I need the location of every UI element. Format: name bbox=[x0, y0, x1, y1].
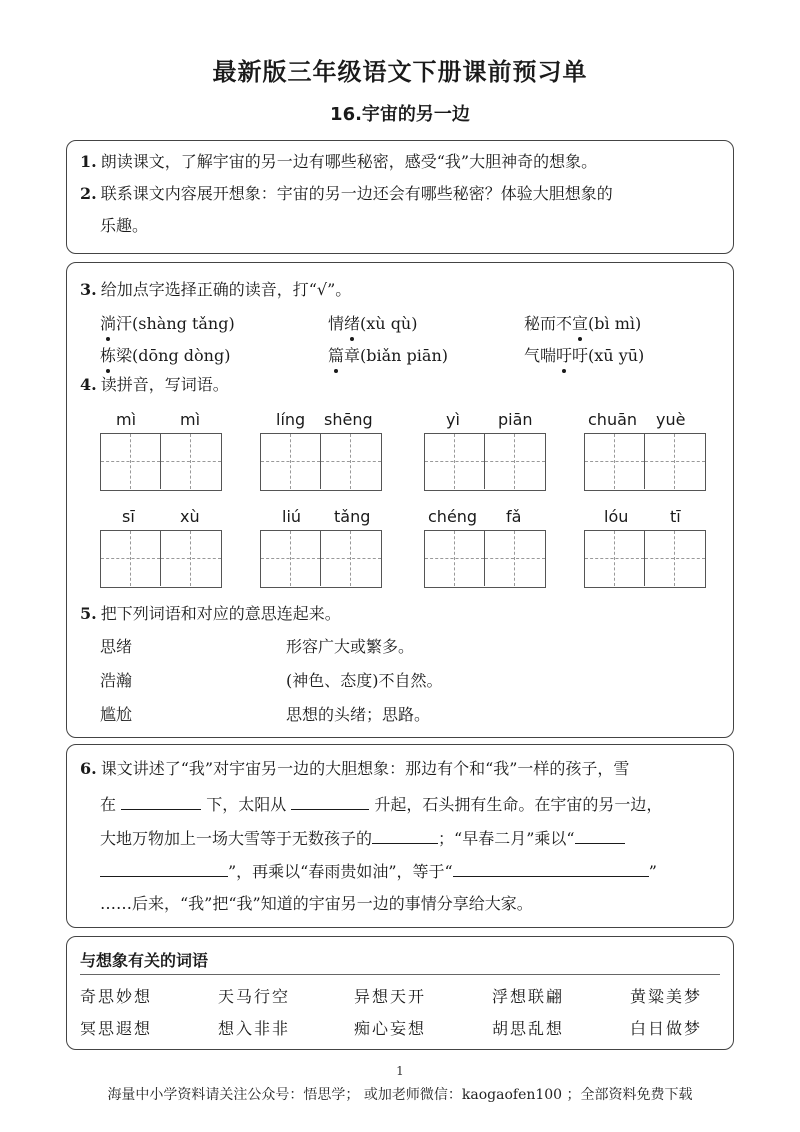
match-word[interactable]: 尴尬 bbox=[100, 705, 133, 724]
q6-line2: 在 下，太阳从 升起，石头拥有生命。在宇宙的另一边， bbox=[100, 795, 663, 814]
writing-grid[interactable] bbox=[584, 433, 706, 491]
pinyin: chuān bbox=[588, 410, 638, 429]
question-6 bbox=[80, 759, 629, 779]
idiom: 天马行空 bbox=[218, 987, 291, 1006]
fill-blank[interactable] bbox=[291, 793, 369, 810]
question-2 bbox=[80, 184, 613, 204]
q5-text: 把下列词语和对应的意思连起来。 bbox=[100, 604, 341, 623]
dotted-char: 栋 bbox=[100, 343, 116, 366]
q5-number: 5. bbox=[80, 604, 97, 623]
fill-blank[interactable] bbox=[100, 860, 228, 877]
pinyin: chéng bbox=[428, 507, 478, 526]
idiom: 黄粱美梦 bbox=[630, 987, 703, 1006]
question-5 bbox=[80, 604, 341, 624]
q3-text: 给加点字选择正确的读音，打“√”。 bbox=[100, 280, 352, 299]
idiom: 白日做梦 bbox=[630, 1019, 703, 1038]
idioms-title: 与想象有关的词语 bbox=[80, 951, 209, 970]
question-4 bbox=[80, 375, 229, 395]
q6-line3: 大地万物加上一场大雪等于无数孩子的 ；“早春二月”乘以“ bbox=[100, 827, 625, 849]
match-meaning[interactable]: (神色、态度)不自然。 bbox=[286, 671, 443, 690]
pinyin: tī bbox=[670, 507, 681, 526]
reading-item: 情绪(xù qù) bbox=[328, 311, 417, 334]
question-3 bbox=[80, 280, 351, 300]
page-title: 最新版三年级语文下册课前预习单 bbox=[212, 58, 588, 86]
q6-line1: 课文讲述了“我”对宇宙另一边的大胆想象：那边有个和“我”一样的孩子，雪 bbox=[100, 759, 630, 778]
lesson-title: 16.宇宙的另一边 bbox=[330, 104, 470, 125]
match-word[interactable]: 思绪 bbox=[100, 637, 133, 656]
idiom: 痴心妄想 bbox=[354, 1019, 427, 1038]
reading-item: 秘而不宣(bì mì) bbox=[524, 311, 641, 334]
match-word[interactable]: 浩瀚 bbox=[100, 671, 133, 690]
q6-line4: ”，再乘以“春雨贵如油”，等于“ ” bbox=[100, 860, 657, 882]
footer-note: 海量中小学资料请关注公众号：悟思学； 或加老师微信：kaogaofen100 ；全部资料免费下载 bbox=[107, 1087, 693, 1103]
reading-item: 气喘吁吁(xū yū) bbox=[524, 343, 644, 366]
pinyin: fǎ bbox=[506, 507, 522, 526]
reading-item: 篇章(biǎn piān) bbox=[328, 343, 448, 366]
match-meaning[interactable]: 形容广大或繁多。 bbox=[286, 637, 415, 656]
q2-number: 2. bbox=[80, 184, 97, 203]
writing-grid[interactable] bbox=[424, 530, 546, 588]
q1-number: 1. bbox=[80, 152, 97, 171]
pinyin: liú bbox=[282, 507, 302, 526]
pinyin: tǎng bbox=[334, 507, 371, 526]
q4-number: 4. bbox=[80, 375, 97, 394]
idiom: 胡思乱想 bbox=[492, 1019, 565, 1038]
idiom: 异想天开 bbox=[354, 987, 427, 1006]
page-number: 1 bbox=[396, 1064, 404, 1078]
fill-blank[interactable] bbox=[121, 793, 201, 810]
idiom: 奇思妙想 bbox=[80, 987, 153, 1006]
writing-grid[interactable] bbox=[424, 433, 546, 491]
pinyin: mì bbox=[180, 410, 201, 429]
idiom: 冥思遐想 bbox=[80, 1019, 153, 1038]
pinyin: xù bbox=[180, 507, 200, 526]
writing-grid[interactable] bbox=[260, 530, 382, 588]
q2-line2: 乐趣。 bbox=[100, 216, 149, 235]
dotted-char: 绪 bbox=[344, 311, 360, 334]
idiom: 想入非非 bbox=[218, 1019, 291, 1038]
fill-blank[interactable] bbox=[372, 827, 438, 844]
q4-text: 读拼音，写词语。 bbox=[100, 375, 229, 394]
q6-number: 6. bbox=[80, 759, 97, 778]
writing-grid[interactable] bbox=[100, 530, 222, 588]
q1-text: 朗读课文，了解宇宙的另一边有哪些秘密，感受“我”大胆神奇的想象。 bbox=[100, 152, 598, 171]
writing-grid[interactable] bbox=[584, 530, 706, 588]
match-meaning[interactable]: 思想的头绪；思路。 bbox=[286, 705, 431, 724]
dotted-char: 篇 bbox=[328, 343, 344, 366]
question-1 bbox=[80, 152, 597, 172]
q6-line5: ……后来，“我”把“我”知道的宇宙另一边的事情分享给大家。 bbox=[100, 894, 533, 913]
dotted-char: 淌 bbox=[100, 311, 116, 334]
dotted-char: 吁 bbox=[556, 343, 572, 366]
q2-line1: 联系课文内容展开想象：宇宙的另一边还会有哪些秘密？体验大胆想象的 bbox=[100, 184, 613, 203]
divider bbox=[80, 974, 720, 975]
fill-blank[interactable] bbox=[453, 860, 649, 877]
dotted-char: 宣 bbox=[572, 311, 588, 334]
reading-item: 栋梁(dōng dòng) bbox=[100, 343, 230, 366]
q3-number: 3. bbox=[80, 280, 97, 299]
idiom: 浮想联翩 bbox=[492, 987, 565, 1006]
pinyin: piān bbox=[498, 410, 533, 429]
pinyin: líng bbox=[276, 410, 306, 429]
pinyin: lóu bbox=[604, 507, 629, 526]
pinyin: shēng bbox=[324, 410, 373, 429]
pinyin: yì bbox=[446, 410, 460, 429]
reading-item: 淌汗(shàng tǎng) bbox=[100, 311, 235, 334]
pinyin: mì bbox=[116, 410, 137, 429]
writing-grid[interactable] bbox=[260, 433, 382, 491]
fill-blank[interactable] bbox=[575, 827, 625, 844]
writing-grid[interactable] bbox=[100, 433, 222, 491]
pinyin: yuè bbox=[656, 410, 686, 429]
pinyin: sī bbox=[122, 507, 135, 526]
